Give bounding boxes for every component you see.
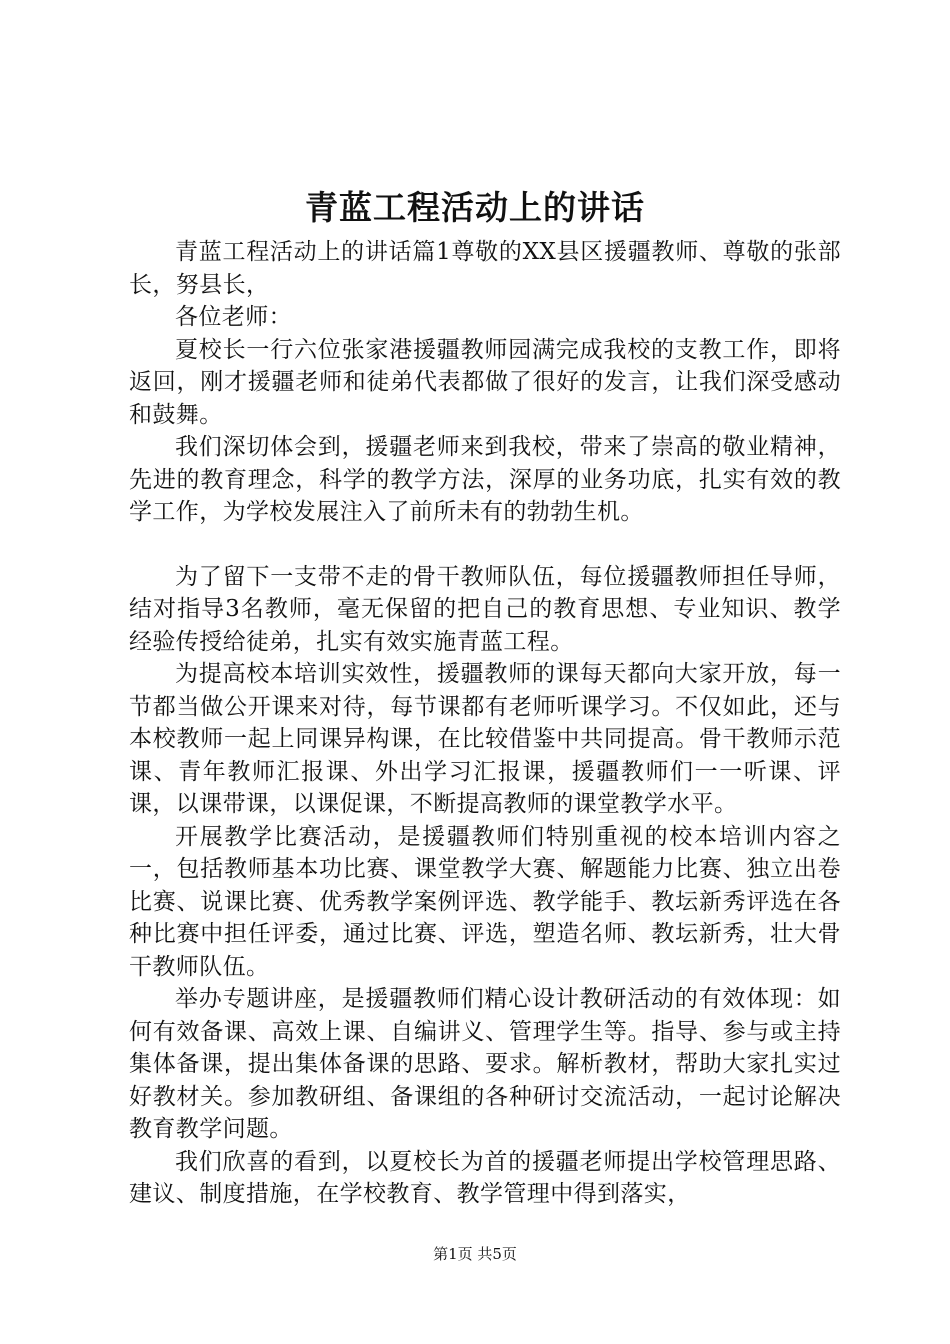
document-title: 青蓝工程活动上的讲话 xyxy=(305,188,645,227)
paragraph-competitions: 开展教学比赛活动，是援疆教师们特别重视的校本培训内容之一，包括教师基本功比赛、课堂教学大赛、解题能力比赛、独立出卷比赛、说课比赛、优秀教学案例评选、教学能手、教坛新秀评选在各种比赛中担任评委，通过比赛、评选，塑造名师、教坛新秀，壮大骨干教师队伍。 xyxy=(129,823,841,980)
document-body xyxy=(129,236,841,1211)
paragraph-greeting: 青蓝工程活动上的讲话篇1尊敬的XX县区援疆教师、尊敬的张部长，努县长， xyxy=(129,239,841,298)
paragraph-salutation: 各位老师： xyxy=(175,304,292,330)
paragraph-training: 为提高校本培训实效性，援疆教师的课每天都向大家开放，每一节都当做公开课来对待，每节课都有老师听课学习。不仅如此，还与本校教师一起上同课异构课，在比较借鉴中共同提高。骨干教师示范课、青年教师汇报课、外出学习汇报课，援疆教师们一一听课、评课，以课带课，以课促课，不断提高教师的课堂教学水平。 xyxy=(129,661,841,817)
paragraph-lectures: 举办专题讲座，是援疆教师们精心设计教研活动的有效体现：如何有效备课、高效上课、自编讲义、管理学生等。指导、参与或主持集体备课，提出集体备课的思路、要求。解析教材，帮助大家扎实过好教材关。参加教研组、备课组的各种研讨交流活动，一起讨论解决教育教学问题。 xyxy=(129,986,841,1142)
page-number-footer: 第1页 共5页 xyxy=(433,1245,517,1263)
paragraph-mentoring: 为了留下一支带不走的骨干教师队伍，每位援疆教师担任导师，结对指导3名教师，毫无保留的把自己的教育思想、专业知识、教学经验传授给徒弟，扎实有效实施青蓝工程。 xyxy=(129,563,841,655)
paragraph-management: 我们欣喜的看到，以夏校长为首的援疆老师提出学校管理思路、建议、制度措施，在学校教育、教学管理中得到落实， xyxy=(129,1148,841,1207)
paragraph-impressions: 我们深切体会到，援疆老师来到我校，带来了崇高的敬业精神，先进的教育理念，科学的教学方法，深厚的业务功底，扎实有效的教学工作，为学校发展注入了前所未有的勃勃生机。 xyxy=(129,434,841,525)
paragraph-farewell: 夏校长一行六位张家港援疆教师园满完成我校的支教工作，即将返回，刚才援疆老师和徒弟代表都做了很好的发言，让我们深受感动和鼓舞。 xyxy=(129,336,841,428)
